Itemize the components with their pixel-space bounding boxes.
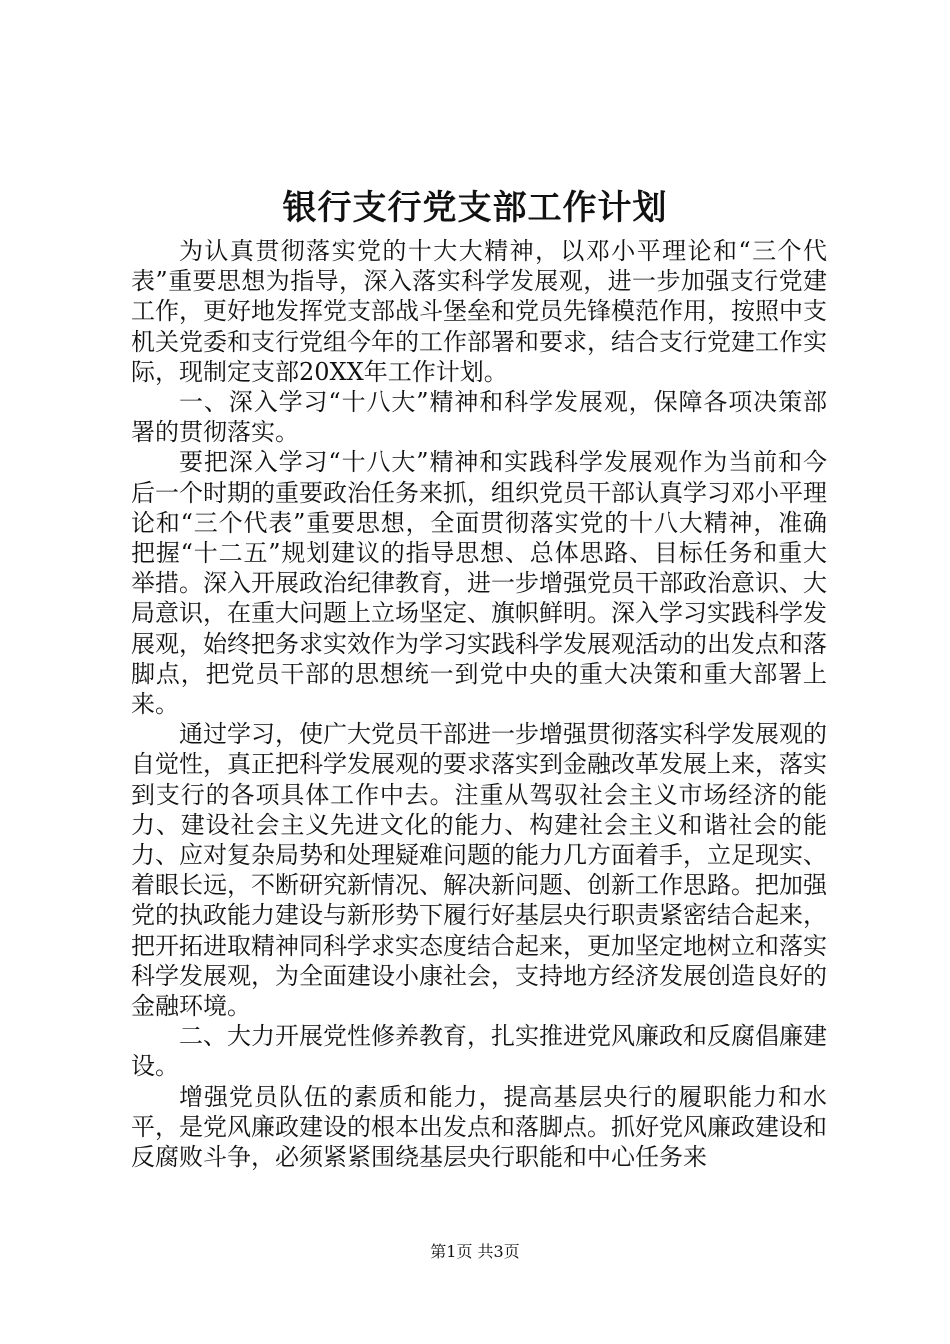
section-heading-1: 一、深入学习“十八大”精神和科学发展观，保障各项决策部署的贯彻落实。 xyxy=(131,388,827,447)
section-heading-2: 二、大力开展党性修养教育，扎实推进党风廉政和反腐倡廉建设。 xyxy=(131,1022,827,1081)
paragraph-section-2-a: 增强党员队伍的素质和能力，提高基层央行的履职能力和水平，是党风廉政建设的根本出发点和落脚点。抓好党风廉政建设和反腐败斗争，必须紧紧围绕基层央行职能和中心任务来 xyxy=(131,1082,827,1172)
paragraph-intro: 为认真贯彻落实党的十大大精神，以邓小平理论和“三个代表”重要思想为指导，深入落实科学发展观，进一步加强支行党建工作，更好地发挥党支部战斗堡垒和党员先锋模范作用，按照中支机关党委和支行党组今年的工作部署和要求，结合支行党建工作实际，现制定支部20XX年工作计划。 xyxy=(131,237,827,386)
page-footer: 第1页 共3页 xyxy=(430,1242,520,1261)
paragraph-section-1-b: 通过学习，使广大党员干部进一步增强贯彻落实科学发展观的自觉性，真正把科学发展观的要求落实到金融改革发展上来，落实到支行的各项具体工作中去。注重从驾驭社会主义市场经济的能力、建设社会主义先进文化的能力、构建社会主义和谐社会的能力、应对复杂局势和处理疑难问题的能力几方面着手，立足现实、着眼长远，不断研究新情况、解决新问题、创新工作思路。把加强党的执政能力建设与新形势下履行好基层央行职责紧密结合起来，把开拓进取精神同科学求实态度结合起来，更加坚定地树立和落实科学发展观，为全面建设小康社会，支持地方经济发展创造良好的金融环境。 xyxy=(131,720,827,1021)
document-title: 银行支行党支部工作计划 xyxy=(282,188,668,228)
document-body xyxy=(131,236,827,1172)
paragraph-section-1-a: 要把深入学习“十八大”精神和实践科学发展观作为当前和今后一个时期的重要政治任务来抓，组织党员干部认真学习邓小平理论和“三个代表”重要思想，全面贯彻落实党的十八大精神，准确把握“十二五”规划建议的指导思想、总体思路、目标任务和重大举措。深入开展政治纪律教育，进一步增强党员干部政治意识、大局意识，在重大问题上立场坚定、旗帜鲜明。深入学习实践科学发展观，始终把务求实效作为学习实践科学发展观活动的出发点和落脚点，把党员干部的思想统一到党中央的重大决策和重大部署上来。 xyxy=(131,448,827,719)
